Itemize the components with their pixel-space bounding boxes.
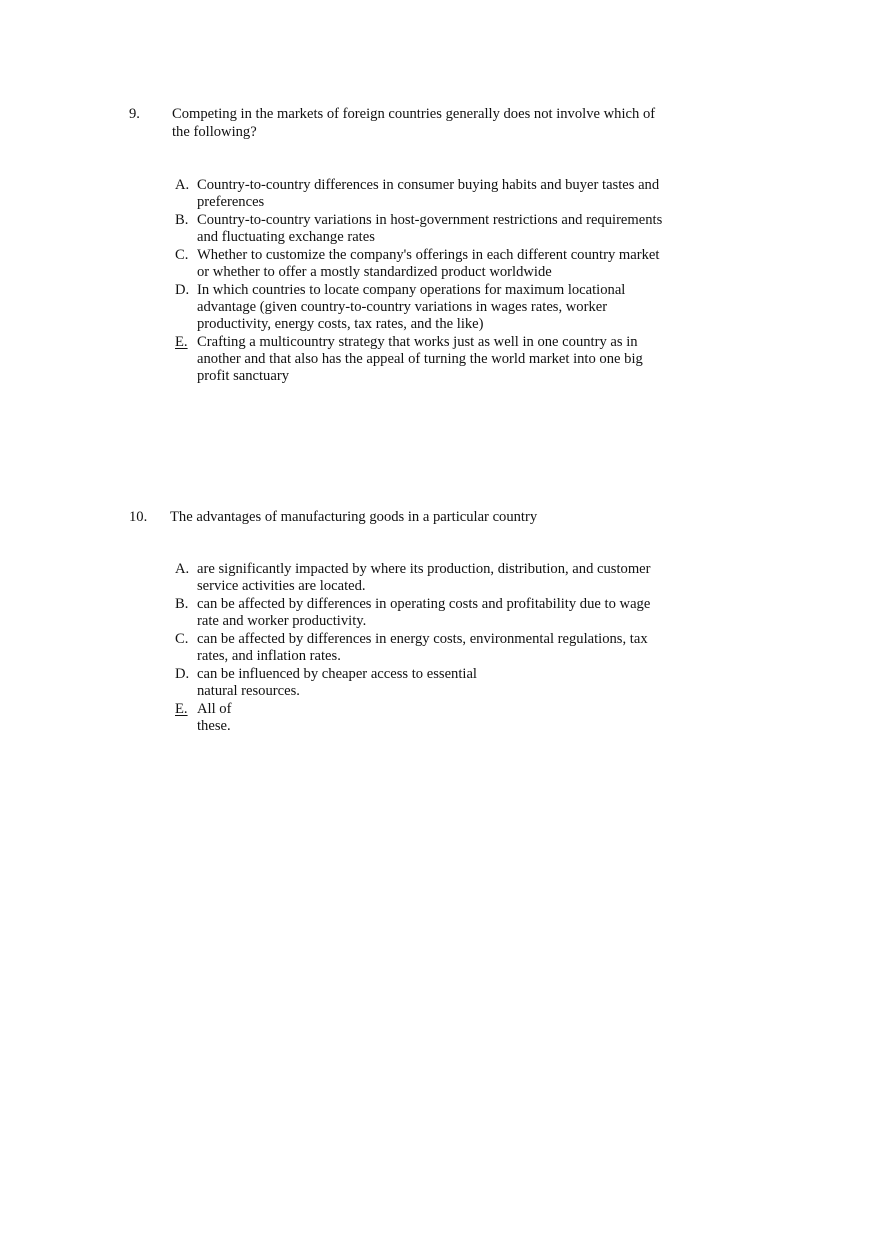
- option-text: All of these.: [197, 701, 232, 734]
- option-b[interactable]: [175, 596, 665, 630]
- option-text: Country-to-country differences in consumer buying habits and buyer tastes and preferences: [197, 177, 660, 210]
- option-text: Crafting a multicountry strategy that works just as well in one country as in another and that also has the appeal of turning the world market into one big profit sanctuary: [197, 334, 643, 384]
- option-text: In which countries to locate company operations for maximum locational advantage (given country-to-country variations in wages rates, worker productivity, energy costs, tax rates, and the like): [197, 282, 626, 332]
- answer-options: [175, 177, 665, 386]
- option-letter: B.: [175, 596, 189, 612]
- option-letter: C.: [175, 631, 189, 647]
- option-text: Country-to-country variations in host-government restrictions and requirements and fluctuating exchange rates: [197, 212, 663, 245]
- option-c[interactable]: [175, 631, 665, 665]
- option-text: can be affected by differences in operating costs and profitability due to wage rate and worker productivity.: [197, 596, 651, 629]
- option-c[interactable]: [175, 247, 665, 281]
- option-letter: D.: [175, 282, 190, 298]
- option-text: Whether to customize the company's offerings in each different country market or whether to offer a mostly standardized product worldwide: [197, 247, 660, 280]
- option-text: can be influenced by cheaper access to essential natural resources.: [197, 666, 477, 699]
- correct-answer-letter: E.: [175, 334, 188, 350]
- option-d[interactable]: [175, 282, 665, 333]
- option-a[interactable]: [175, 177, 665, 211]
- answer-options: [175, 561, 665, 736]
- option-letter: A.: [175, 561, 190, 577]
- question-number: 10.: [129, 509, 148, 525]
- question-text: The advantages of manufacturing goods in a particular country: [170, 509, 538, 525]
- option-letter: A.: [175, 177, 190, 193]
- option-text: can be affected by differences in energy costs, environmental regulations, tax rates, and inflation rates.: [197, 631, 648, 664]
- option-letter: B.: [175, 212, 189, 228]
- option-e[interactable]: [175, 334, 665, 385]
- option-b[interactable]: [175, 212, 665, 246]
- option-a[interactable]: [175, 561, 665, 595]
- correct-answer-letter: E.: [175, 701, 188, 717]
- question-text: Competing in the markets of foreign countries generally does not involve which of the following?: [172, 106, 656, 140]
- option-text: are significantly impacted by where its production, distribution, and customer service activities are located.: [197, 561, 651, 594]
- option-e[interactable]: [175, 701, 257, 735]
- option-letter: C.: [175, 247, 189, 263]
- option-d[interactable]: [175, 666, 517, 700]
- question-number: 9.: [129, 106, 140, 122]
- option-letter: D.: [175, 666, 190, 682]
